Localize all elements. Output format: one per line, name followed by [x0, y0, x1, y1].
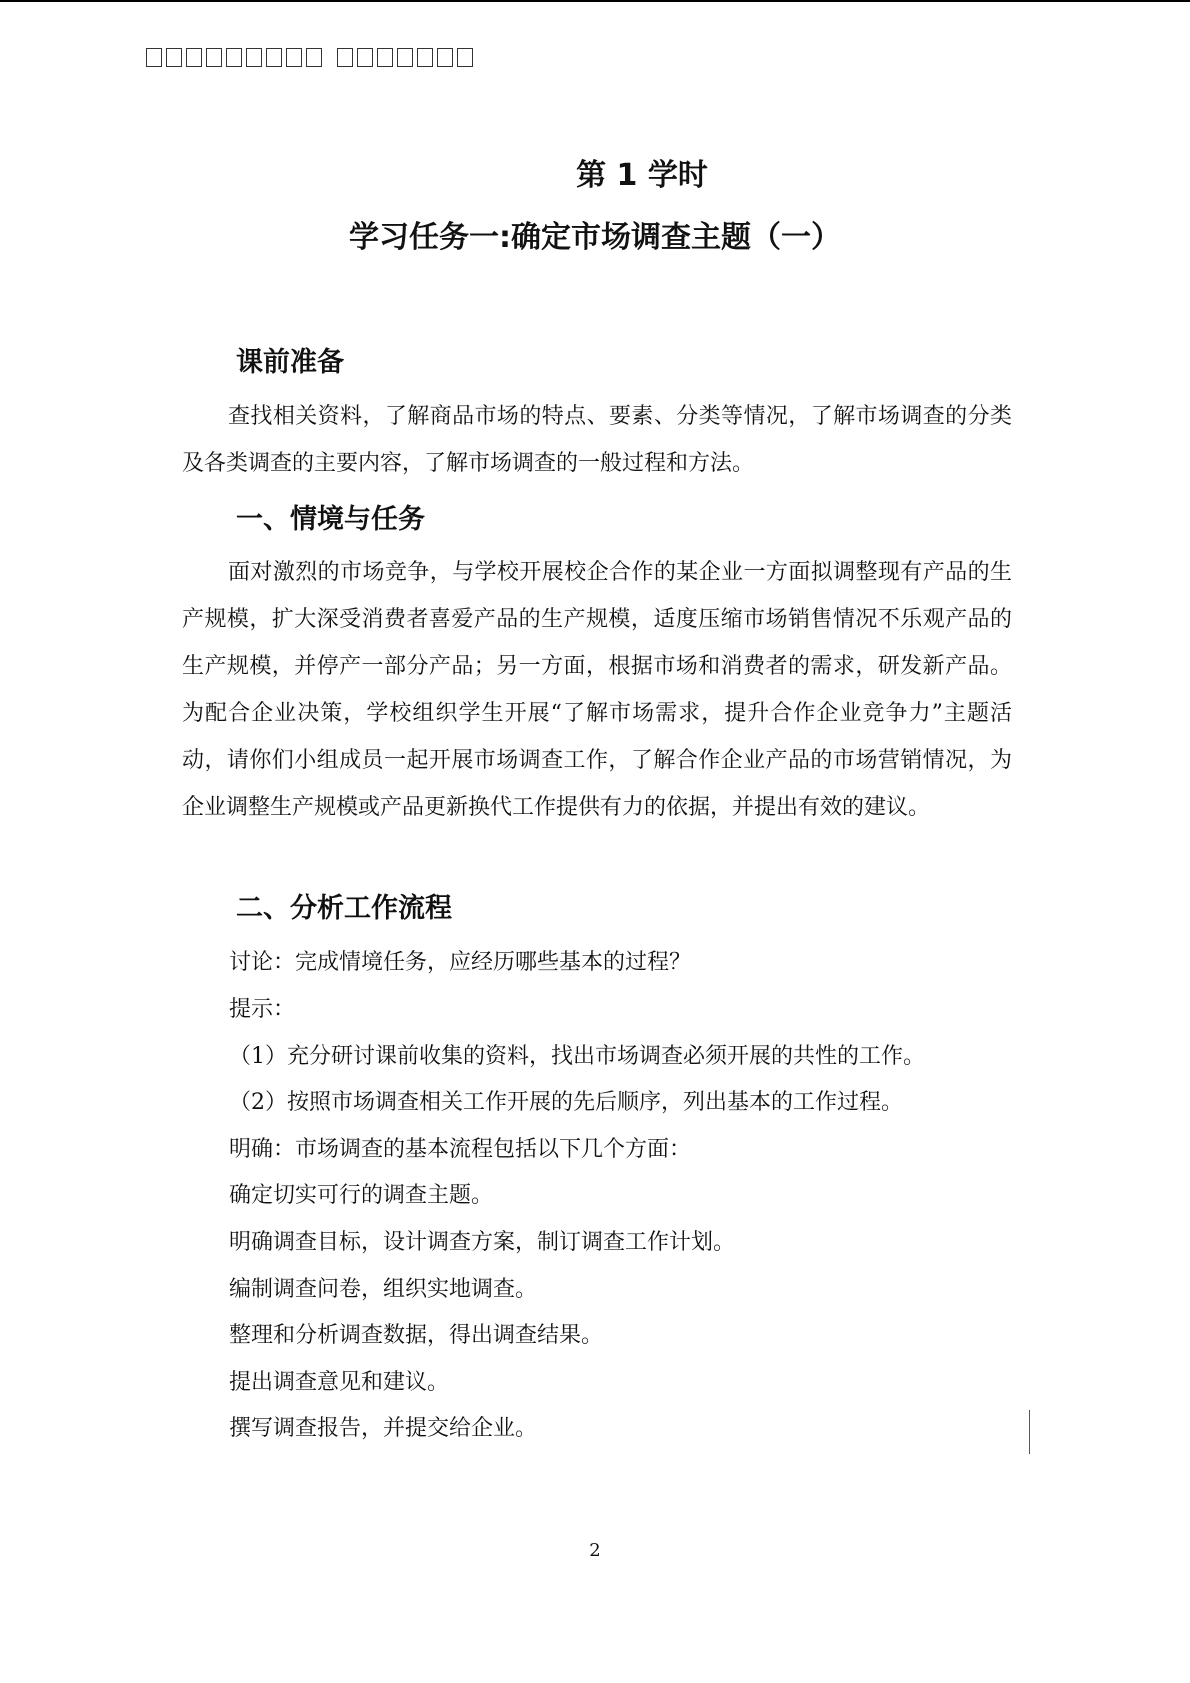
missing-glyph-icon — [337, 48, 353, 67]
missing-glyph-icon — [397, 48, 413, 67]
missing-glyph-icon — [226, 48, 242, 67]
missing-glyph-icon — [186, 48, 202, 67]
missing-glyph-icon — [306, 48, 322, 67]
missing-glyph-icon — [437, 48, 453, 67]
header-placeholder-glyphs — [146, 46, 477, 68]
flow-line: 讨论：完成情境任务，应经历哪些基本的过程？ — [229, 950, 692, 975]
missing-glyph-icon — [417, 48, 433, 67]
missing-glyph-icon — [286, 48, 302, 67]
flow-line: （1）充分研讨课前收集的资料，找出市场调查必须开展的共性的工作。 — [229, 1044, 925, 1069]
flow-line: 整理和分析调查数据，得出调查结果。 — [229, 1323, 604, 1348]
flow-line: （2）按照市场调查相关工作开展的先后顺序，列出基本的工作过程。 — [229, 1090, 903, 1115]
flow-line: 提示： — [229, 997, 296, 1022]
missing-glyph-icon — [166, 48, 182, 67]
task-title: 学习任务一:确定市场调查主题（一） — [349, 220, 841, 255]
missing-glyph-icon — [266, 48, 282, 67]
missing-glyph-icon — [377, 48, 393, 67]
flow-heading: 二、分析工作流程 — [236, 893, 452, 924]
flow-line: 撰写调查报告，并提交给企业。 — [229, 1416, 538, 1441]
flow-line: 提出调查意见和建议。 — [229, 1370, 450, 1395]
scene-heading: 一、情境与任务 — [236, 504, 425, 535]
prep-heading: 课前准备 — [236, 347, 344, 378]
flow-line: 明确调查目标，设计调查方案，制订调查工作计划。 — [229, 1230, 736, 1255]
flow-line: 明确：市场调查的基本流程包括以下几个方面： — [229, 1137, 692, 1162]
prep-paragraph: 查找相关资料，了解商品市场的特点、要素、分类等情况，了解市场调查的分类及各类调查的主要内容，了解市场调查的一般过程和方法。 — [182, 404, 1012, 476]
flow-line: 编制调查问卷，组织实地调查。 — [229, 1277, 538, 1302]
margin-rule — [1029, 1410, 1030, 1454]
flow-line: 确定切实可行的调查主题。 — [229, 1183, 494, 1208]
page-number: 2 — [589, 1540, 601, 1561]
missing-glyph-icon — [146, 48, 162, 67]
missing-glyph-icon — [206, 48, 222, 67]
missing-glyph-icon — [457, 48, 473, 67]
missing-glyph-icon — [357, 48, 373, 67]
top-border-line — [0, 0, 1190, 2]
missing-glyph-icon — [246, 48, 262, 67]
scene-paragraph: 面对激烈的市场竞争，与学校开展校企合作的某企业一方面拟调整现有产品的生产规模，扩大深受消费者喜爱产品的生产规模，适度压缩市场销售情况不乐观产品的生产规模，并停产一部分产品；另一方面，根据市场和消费者的需求，研发新产品。为配合企业决策，学校组织学生开展“了解市场需求，提升合作企业竞争力”主题活动，请你们小组成员一起开展市场调查工作，了解合作企业产品的市场营销情况，为企业调整生产规模或产品更新换代工作提供有力的依据，并提出有效的建议。 — [182, 560, 1012, 820]
lesson-title: 第 1 学时 — [576, 158, 708, 193]
